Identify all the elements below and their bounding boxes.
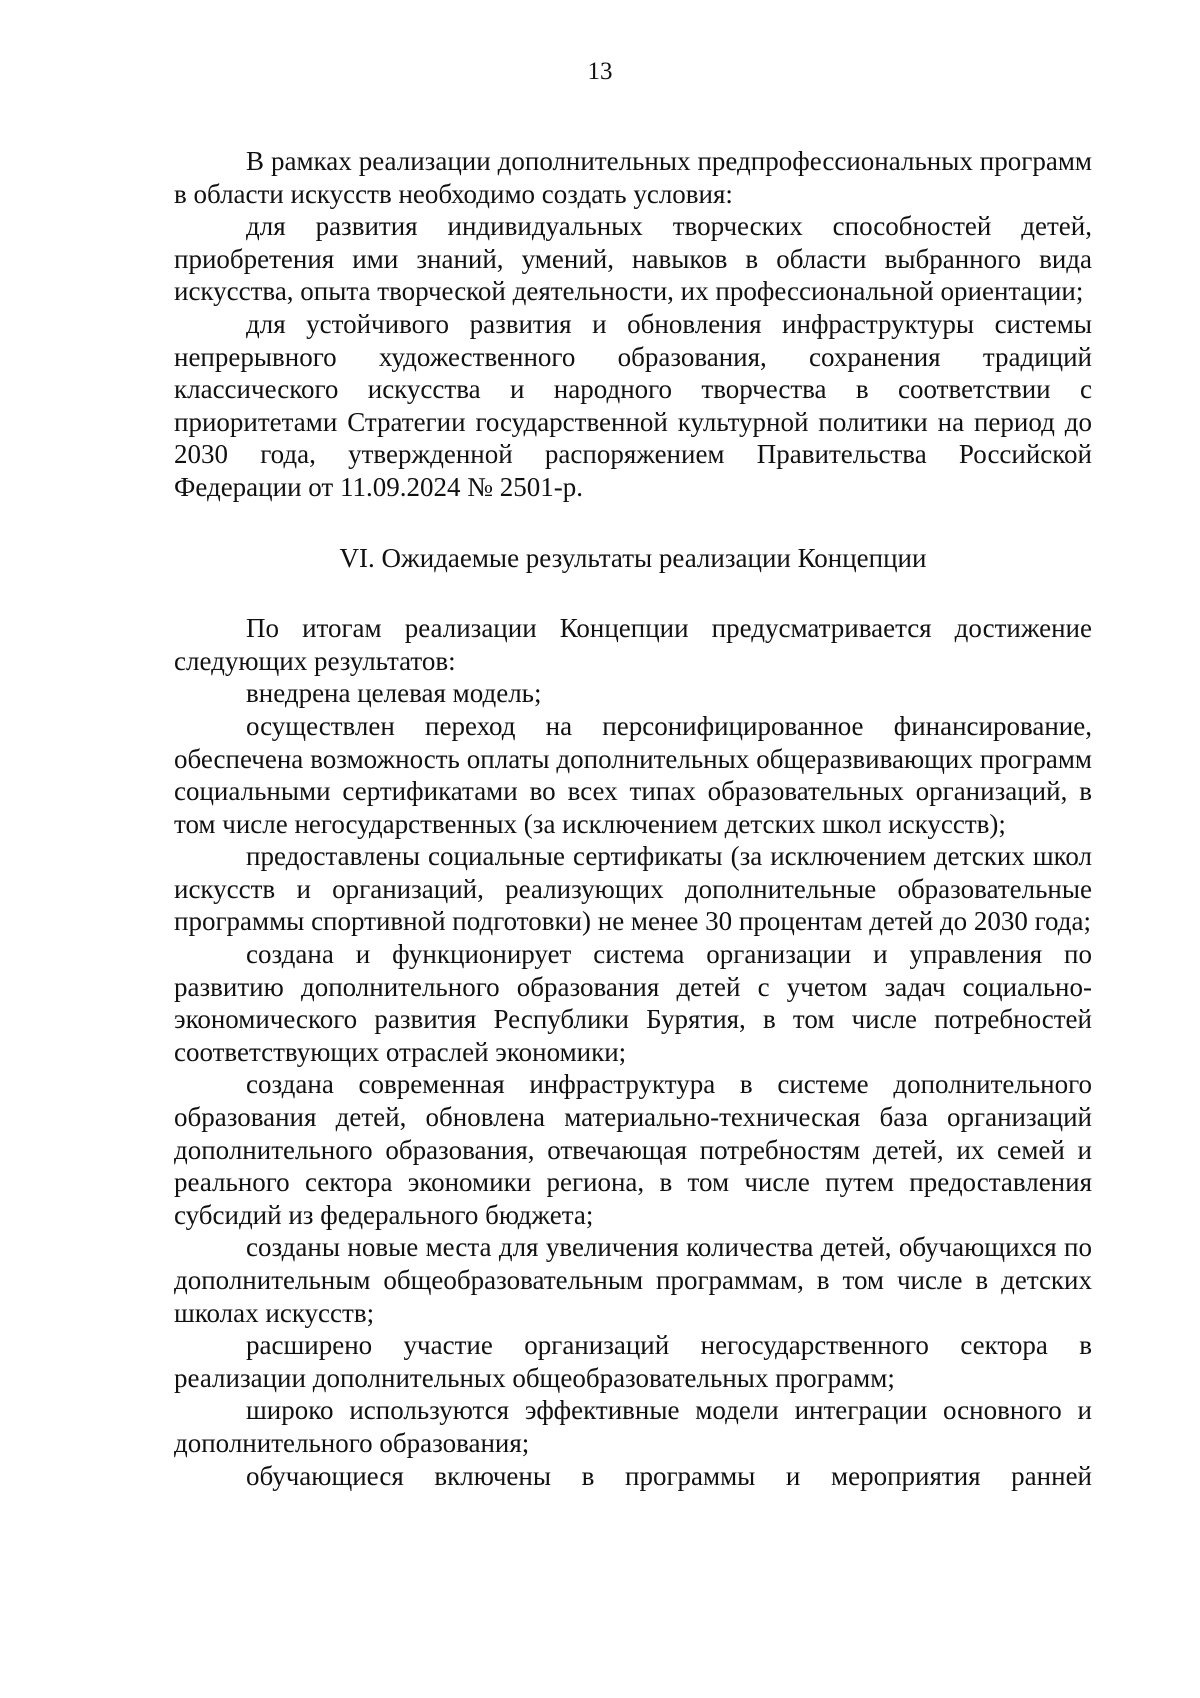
paragraph: для устойчивого развития и обновления инфраструктуры системы непрерывного художественного образования, сохранения традиций классического искусства и народного творчества в соответствии с приоритетами Стратегии государственной культурной политики на период до 2030 года, утвержденной распоряжением Правительства Российской Федерации от 11.09.2024 № 2501-р. (174, 308, 1092, 502)
list-item: создана и функционирует система организации и управления по развитию дополнительного образования детей с учетом задач социально-экономического развития Республики Бурятия, в том числе потребностей соответствующих отраслей экономики; (174, 939, 1092, 1067)
list-item: расширено участие организаций негосударственного сектора в реализации дополнительных общеобразовательных программ; (174, 1330, 1092, 1393)
list-item: предоставлены социальные сертификаты (за исключением детских школ искусств и организаций, реализующих дополнительные образовательные программы спортивной подготовки) не менее 30 процентам детей до 2030 года; (174, 841, 1092, 937)
list-item: осуществлен переход на персонифицированное финансирование, обеспечена возможность оплаты дополнительных общеразвивающих программ социальными сертификатами во всех типах образовательных организаций, в том числе негосударственных (за исключением детских школ искусств); (174, 710, 1092, 839)
list-item: обучающиеся включены в программы и мероприятия ранней (246, 1460, 1092, 1491)
paragraph: В рамках реализации дополнительных предпрофессиональных программ в области искусств необходимо создать условия: (174, 146, 1092, 209)
document-body (174, 145, 1092, 1492)
list-item: внедрена целевая модель; (246, 678, 542, 709)
list-item: создана современная инфраструктура в системе дополнительного образования детей, обновлена материально-техническая база организаций дополнительного образования, отвечающая потребностям детей, их семей и реального сектора экономики региона, в том числе путем предоставления субсидий из федерального бюджета; (174, 1069, 1092, 1230)
list-item: созданы новые места для увеличения количества детей, обучающихся по дополнительным общеобразовательным программам, в том числе в детских школах искусств; (174, 1232, 1092, 1328)
section-heading: VI. Ожидаемые результаты реализации Концепции (339, 542, 927, 573)
paragraph: По итогам реализации Концепции предусматривается достижение следующих результатов: (174, 613, 1092, 676)
page-number: 13 (587, 58, 613, 85)
list-item: широко используются эффективные модели интеграции основного и дополнительного образования; (174, 1395, 1092, 1458)
paragraph: для развития индивидуальных творческих способностей детей, приобретения ими знаний, умений, навыков в области выбранного вида искусства, опыта творческой деятельности, их профессиональной ориентации; (174, 211, 1092, 307)
